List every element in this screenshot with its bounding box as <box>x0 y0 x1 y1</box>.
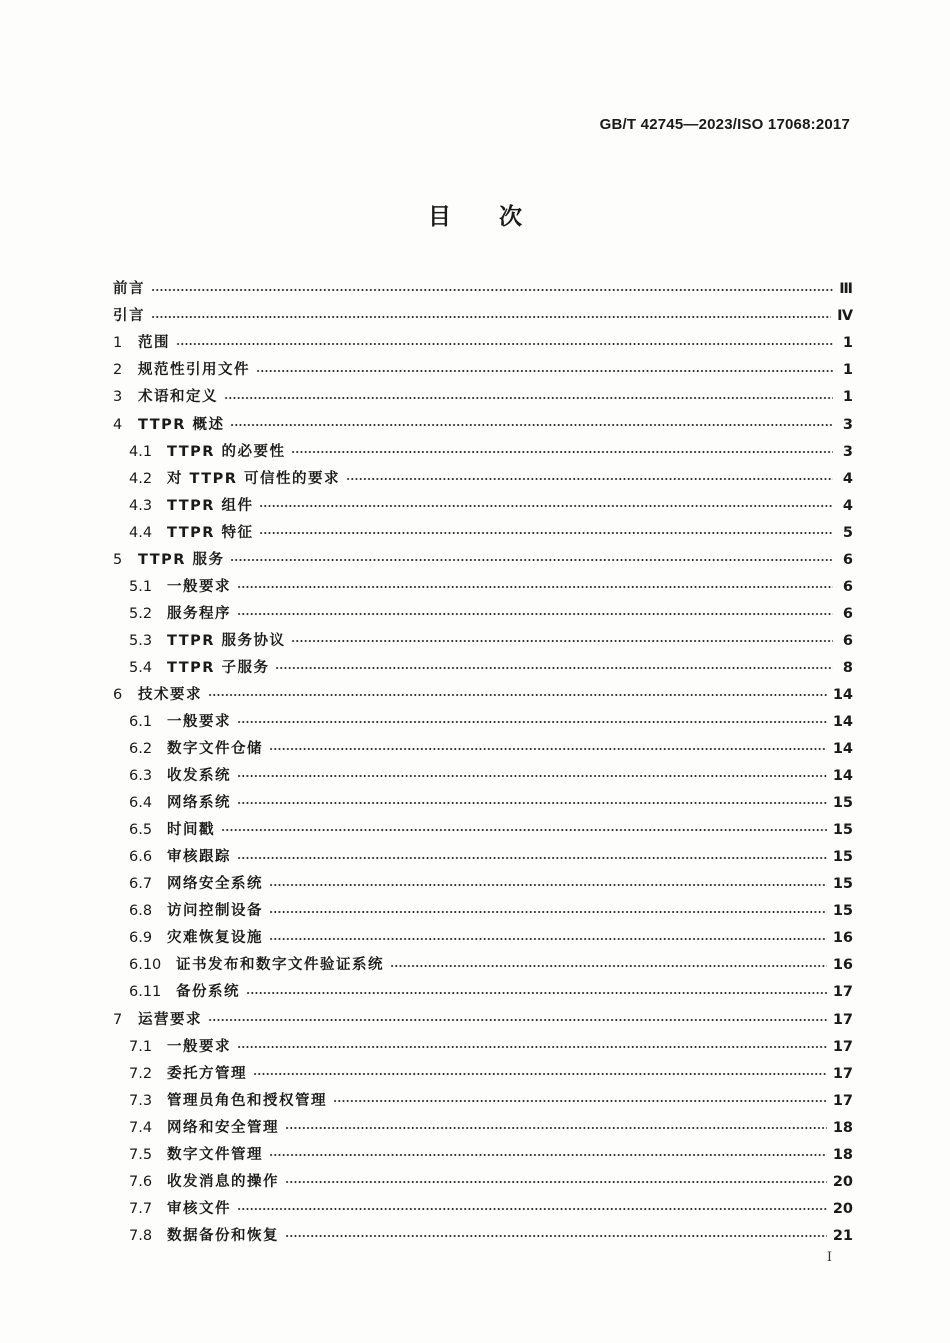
toc-entry-label: 前言 <box>113 281 145 298</box>
dot-leader <box>221 829 827 831</box>
toc-entry-number: 6.7 <box>129 876 153 893</box>
toc-entry-label: 网络安全系统 <box>167 876 263 893</box>
dot-leader <box>275 667 833 669</box>
toc-entry-page: 17 <box>832 1065 853 1082</box>
toc-entry-number: 5 <box>113 551 123 568</box>
toc-entry-label: 审核跟踪 <box>167 849 231 866</box>
toc-entry[interactable] <box>113 492 853 519</box>
toc-entry-number: 7.1 <box>129 1038 153 1055</box>
toc-entry-label: 灾难恢复设施 <box>167 930 263 947</box>
toc-entry-label: 一般要求 <box>167 714 231 731</box>
toc-entry-label: 网络系统 <box>167 795 231 812</box>
page-number: I <box>826 1250 832 1265</box>
dot-leader <box>224 397 833 399</box>
dot-leader <box>208 694 827 696</box>
toc-entry-page: 16 <box>832 957 853 974</box>
toc-entry-label: 术语和定义 <box>138 389 218 406</box>
toc-entry-label: 一般要求 <box>167 578 231 595</box>
toc-entry-page: 14 <box>832 686 853 703</box>
toc-entry[interactable] <box>113 763 853 790</box>
toc-entry-label: 收发系统 <box>167 768 231 785</box>
toc-entry-number: 5.2 <box>129 605 153 622</box>
dot-leader <box>237 721 827 723</box>
dot-leader <box>246 992 827 994</box>
toc-entry[interactable] <box>113 1114 853 1141</box>
toc-entry-page: 8 <box>842 659 853 676</box>
toc-entry-label: TTPR 服务协议 <box>167 632 286 649</box>
toc-entry-page: 16 <box>832 930 853 947</box>
dot-leader <box>237 802 827 804</box>
toc-entry-page: 21 <box>832 1227 853 1244</box>
dot-leader <box>237 775 827 777</box>
toc-entry-page: 15 <box>832 795 853 812</box>
toc-entry-number: 6.10 <box>129 957 162 974</box>
toc-entry[interactable] <box>113 979 853 1006</box>
toc-entry-number: 7.6 <box>129 1173 153 1190</box>
dot-leader <box>269 1154 827 1156</box>
toc-entry-number: 6 <box>113 686 123 703</box>
toc-entry-number: 7.3 <box>129 1092 153 1109</box>
dot-leader <box>237 857 827 859</box>
toc-entry[interactable] <box>113 330 853 357</box>
toc-entry-page: 18 <box>832 1119 853 1136</box>
dot-leader <box>269 938 827 940</box>
dot-leader <box>285 1181 827 1183</box>
toc-entry-number: 4.3 <box>129 497 153 514</box>
toc-entry-number: 6.3 <box>129 768 153 785</box>
table-of-contents <box>113 276 853 1250</box>
toc-entry-number: 4.4 <box>129 524 153 541</box>
toc-entry-number: 2 <box>113 362 123 379</box>
toc-entry[interactable] <box>113 952 853 979</box>
dot-leader <box>269 884 827 886</box>
toc-entry-page: 6 <box>842 578 853 595</box>
toc-entry[interactable] <box>113 303 853 330</box>
dot-leader <box>291 451 833 453</box>
dot-leader <box>333 1100 827 1102</box>
dot-leader <box>256 370 833 372</box>
toc-entry-page: 6 <box>842 551 853 568</box>
toc-entry[interactable] <box>113 357 853 384</box>
toc-entry[interactable] <box>113 709 853 736</box>
toc-entry-page: 15 <box>832 876 853 893</box>
toc-entry-label: TTPR 组件 <box>167 497 254 514</box>
toc-entry[interactable] <box>113 628 853 655</box>
toc-entry[interactable] <box>113 1060 853 1087</box>
toc-entry-page: Ⅲ <box>839 281 853 298</box>
toc-entry-number: 4.1 <box>129 443 153 460</box>
toc-entry-label: 数字文件仓储 <box>167 741 263 758</box>
toc-entry-number: 6.11 <box>129 984 162 1001</box>
toc-entry-label: 服务程序 <box>167 605 231 622</box>
toc-entry-label: 数字文件管理 <box>167 1146 263 1163</box>
toc-entry[interactable] <box>113 384 853 411</box>
toc-entry[interactable] <box>113 898 853 925</box>
toc-entry-page: 1 <box>842 335 853 352</box>
toc-entry-label: TTPR 子服务 <box>167 659 270 676</box>
toc-entry-number: 6.2 <box>129 741 153 758</box>
toc-entry[interactable] <box>113 465 853 492</box>
toc-entry[interactable] <box>113 736 853 763</box>
standard-code: GB/T 42745—2023/ISO 17068:2017 <box>599 116 850 133</box>
toc-entry-page: 14 <box>832 768 853 785</box>
dot-leader <box>291 640 833 642</box>
toc-entry[interactable] <box>113 1142 853 1169</box>
dot-leader <box>285 1127 827 1129</box>
toc-entry-number: 6.5 <box>129 822 153 839</box>
toc-entry[interactable] <box>113 276 853 303</box>
toc-entry[interactable] <box>113 1169 853 1196</box>
toc-entry-number: 6.4 <box>129 795 153 812</box>
dot-leader <box>285 1235 827 1237</box>
toc-entry-page: 17 <box>832 1011 853 1028</box>
toc-entry-page: 20 <box>832 1173 853 1190</box>
dot-leader <box>390 965 827 967</box>
toc-entry-label: TTPR 概述 <box>138 416 225 433</box>
toc-entry-number: 7.5 <box>129 1146 153 1163</box>
toc-entry-label: 备份系统 <box>176 984 240 1001</box>
dot-leader <box>230 559 833 561</box>
toc-entry-label: 管理员角色和授权管理 <box>167 1092 327 1109</box>
toc-entry-page: 15 <box>832 903 853 920</box>
toc-entry-label: 数据备份和恢复 <box>167 1227 279 1244</box>
toc-entry-number: 1 <box>113 335 123 352</box>
toc-entry[interactable] <box>113 1006 853 1033</box>
toc-entry-page: 5 <box>842 524 853 541</box>
toc-entry[interactable] <box>113 925 853 952</box>
toc-entry[interactable] <box>113 682 853 709</box>
toc-entry-number: 5.1 <box>129 578 153 595</box>
toc-entry-label: 引言 <box>113 308 145 325</box>
toc-entry-label: 范围 <box>138 335 170 352</box>
toc-entry-page: 18 <box>832 1146 853 1163</box>
toc-entry-number: 7.8 <box>129 1227 153 1244</box>
toc-entry[interactable] <box>113 871 853 898</box>
dot-leader <box>151 289 833 291</box>
toc-entry-page: 14 <box>832 714 853 731</box>
toc-entry-page: 6 <box>842 632 853 649</box>
dot-leader <box>237 586 833 588</box>
toc-entry-label: 技术要求 <box>138 686 202 703</box>
toc-entry-page: 3 <box>842 416 853 433</box>
dot-leader <box>230 424 833 426</box>
toc-entry[interactable] <box>113 519 853 546</box>
toc-entry-number: 4.2 <box>129 470 153 487</box>
toc-entry[interactable] <box>113 790 853 817</box>
toc-entry-page: 1 <box>842 389 853 406</box>
toc-entry[interactable] <box>113 601 853 628</box>
toc-entry-number: 4 <box>113 416 123 433</box>
toc-entry-label: 审核文件 <box>167 1200 231 1217</box>
toc-entry-label: TTPR 的必要性 <box>167 443 286 460</box>
toc-entry-page: 6 <box>842 605 853 622</box>
toc-entry[interactable] <box>113 1223 853 1250</box>
toc-entry-label: 委托方管理 <box>167 1065 247 1082</box>
toc-entry[interactable] <box>113 1196 853 1223</box>
toc-entry[interactable] <box>113 411 853 438</box>
toc-entry-page: 1 <box>842 362 853 379</box>
toc-entry-page: 17 <box>832 1038 853 1055</box>
toc-entry[interactable] <box>113 546 853 573</box>
dot-leader <box>269 748 827 750</box>
toc-entry-number: 7.7 <box>129 1200 153 1217</box>
toc-entry-page: 20 <box>832 1200 853 1217</box>
dot-leader <box>269 911 827 913</box>
toc-entry-page: 3 <box>842 443 853 460</box>
dot-leader <box>253 1073 827 1075</box>
toc-entry-label: TTPR 特征 <box>167 524 254 541</box>
dot-leader <box>259 505 833 507</box>
toc-entry-number: 7 <box>113 1011 123 1028</box>
toc-entry[interactable] <box>113 438 853 465</box>
dot-leader <box>151 316 831 318</box>
dot-leader <box>237 1208 827 1210</box>
toc-entry[interactable] <box>113 844 853 871</box>
toc-entry[interactable] <box>113 817 853 844</box>
toc-entry-label: 对 TTPR 可信性的要求 <box>167 470 341 487</box>
toc-entry-label: 访问控制设备 <box>167 903 263 920</box>
toc-entry-number: 3 <box>113 389 123 406</box>
toc-entry[interactable] <box>113 1033 853 1060</box>
toc-entry-number: 7.4 <box>129 1119 153 1136</box>
toc-entry-number: 7.2 <box>129 1065 153 1082</box>
toc-entry-number: 6.9 <box>129 930 153 947</box>
toc-entry-page: 17 <box>832 1092 853 1109</box>
toc-entry-label: 一般要求 <box>167 1038 231 1055</box>
toc-entry-label: 时间戳 <box>167 822 215 839</box>
toc-entry-number: 6.1 <box>129 714 153 731</box>
toc-entry-page: Ⅳ <box>837 308 853 325</box>
dot-leader <box>237 613 833 615</box>
page-title: 目次 <box>428 203 570 230</box>
toc-entry-number: 5.4 <box>129 659 153 676</box>
toc-entry-page: 14 <box>832 741 853 758</box>
dot-leader <box>346 478 833 480</box>
toc-entry-page: 15 <box>832 822 853 839</box>
toc-entry-page: 15 <box>832 849 853 866</box>
toc-entry-page: 17 <box>832 984 853 1001</box>
toc-entry-label: 规范性引用文件 <box>138 362 250 379</box>
toc-entry-label: TTPR 服务 <box>138 551 225 568</box>
toc-entry-number: 6.6 <box>129 849 153 866</box>
toc-entry-number: 6.8 <box>129 903 153 920</box>
toc-entry-label: 网络和安全管理 <box>167 1119 279 1136</box>
toc-entry-number: 5.3 <box>129 632 153 649</box>
toc-entry-label: 收发消息的操作 <box>167 1173 279 1190</box>
toc-entry-page: 4 <box>842 470 853 487</box>
toc-entry[interactable] <box>113 1087 853 1114</box>
toc-entry-page: 4 <box>842 497 853 514</box>
dot-leader <box>259 532 833 534</box>
toc-entry-label: 证书发布和数字文件验证系统 <box>176 957 384 974</box>
dot-leader <box>176 343 833 345</box>
toc-entry[interactable] <box>113 655 853 682</box>
toc-entry-label: 运营要求 <box>138 1011 202 1028</box>
toc-entry[interactable] <box>113 574 853 601</box>
dot-leader <box>208 1019 827 1021</box>
dot-leader <box>237 1046 827 1048</box>
